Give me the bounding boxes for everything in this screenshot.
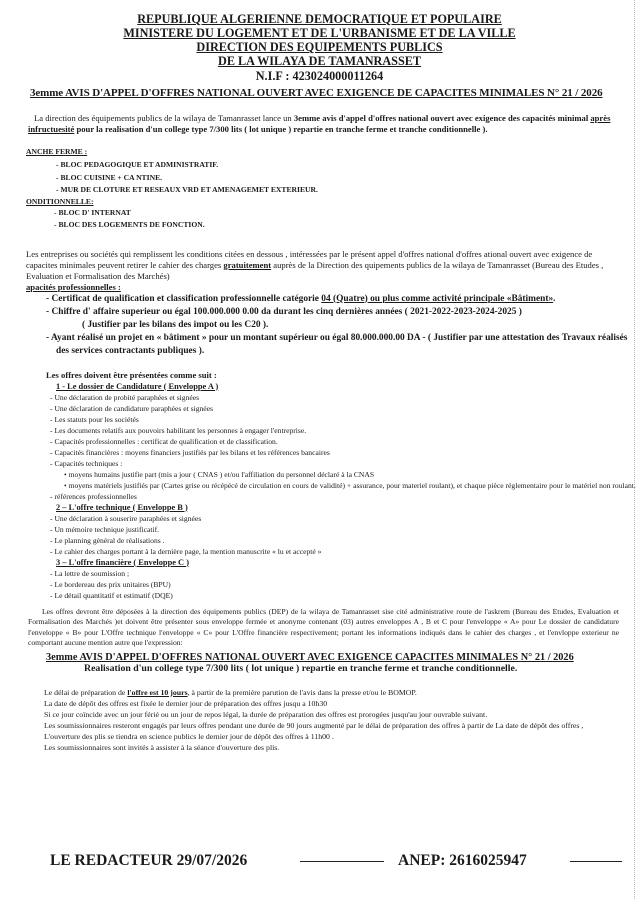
- intro-bold-1: 3emme avis d'appel d'offres national ouvert avec exigence des capacités minimal: [293, 113, 591, 123]
- envelope-a-title: 1 - Le dossier de Candidature ( Enveloppe A ): [56, 381, 219, 391]
- list-item: - BLOC PEDAGOGIQUE ET ADMINISTRATIF.: [56, 159, 639, 172]
- list-item: - BLOC CUISINE + CA NTINE.: [56, 172, 639, 185]
- entreprises-paragraph: [26, 249, 621, 282]
- list-item: - BLOC D' INTERNAT: [54, 207, 639, 219]
- intro-text-2: pour la realisation d'un college type 7/300 lits ( lot unique ) repartie en tranche ferme et tranche conditionnelle ).: [74, 124, 488, 134]
- list-item: - Le bordereau des prix unitaires (BPU): [50, 579, 639, 590]
- list-item: - La lettre de soumission ;: [50, 568, 639, 579]
- tranche-ferme-label: ANCHE FERME :: [26, 147, 88, 156]
- list-item: - Les documents relatifs aux pouvoirs habilitant les personnes à engager l'entreprise.: [50, 425, 639, 436]
- invitation: Les soumissionnaires sont invités à assister à la séance d'ouverture des plis.: [44, 742, 280, 752]
- avis-title: 3emme AVIS D'APPEL D'OFFRES NATIONAL OUVERT AVEC EXIGENCE DE CAPACITES MINIMALES N° 21 / 2026: [30, 87, 603, 99]
- list-item: - BLOC DES LOGEMENTS DE FONCTION.: [54, 219, 639, 231]
- engagement: Les soumissionnaires resteront engagés par leurs offres pendant une durée de 90 jours augmenté par le délai de préparation des offres à partir de La date de dépôt des offres , L'ouverture des plis se tiendra en science publics le dernier jour de dépôt des offres à 11h00 .: [44, 720, 584, 741]
- capacite-item: - Ayant réalisé un projet en « bâtiment » pour un montant supérieur ou égal 80.000.000.00 DA - ( Justifier par une attestation des Travaux réalisés des services contractants publiques ).: [46, 332, 639, 358]
- capacite-category: 04 (Quatre) ou plus comme activité principale «Bâtiment»: [321, 293, 554, 304]
- tranche-conditionnelle-list: [0, 207, 639, 231]
- ministry-line: MINISTERE DU LOGEMENT ET DE L'URBANISME ET DE LA VILLE: [123, 26, 516, 40]
- envelope-c-list: [0, 568, 639, 601]
- capacites-techniques-list: [0, 469, 639, 491]
- entreprises-text-2: auprès de la Direction des quipements publics de la wilaya de Tamanrasset (Bureau des Etudes , Evaluation et Formalisation des Marchés): [26, 259, 604, 281]
- bullet-item: • moyens matériels justifiés par (Cartes grise ou récépécé de circulation en cours de validité) + assurance, pour materiel roulant), et chaque pièce réglementaire pour le matériel non roulant.: [64, 480, 639, 491]
- tranche-conditionnelle-label: ONDITIONNELLE:: [26, 196, 94, 206]
- tranche-ferme-list: [0, 159, 639, 197]
- delai-text-end: , à partir de la première parution de l'avis dans la presse et/ou le BOMOP.: [187, 687, 417, 697]
- redacteur-date: LE REDACTEUR 29/07/2026: [50, 852, 248, 869]
- anep-number: ANEP: 2616025947: [398, 852, 527, 869]
- depot-paragraph: Les offres devront être déposées à la direction des équipements publics (DEP) de la wilaya de Tamanrasset sise cité administrative route de l'askrem (Bureau des Etudes, Evaluation et Formalisation des Marchés )et doivent être présenter sous enveloppe fermée et anonyme contenant (03) autres enveloppes A , B et C pour l'enveloppe « A» pour Le dossier de candidature l'enveloppe « B» pour L'Offre technique l'enveloppe « C» pour L'Offre financière respectivement; portant les informations indiqués dans le cahier des charges , et l'envloppe exterieur ne comportant aucune mention autre que l'expression:: [28, 606, 619, 647]
- capacite-item: [46, 293, 639, 306]
- direction-line: DIRECTION DES EQUIPEMENTS PUBLICS: [196, 40, 443, 54]
- envelope-c-title: 3 – L'offre financière ( Enveloppe C ): [56, 557, 189, 567]
- footer-rule: [300, 861, 384, 862]
- capacite-text: Chiffre d' affaire superieur ou égal 100.000.000 0.00 da durant les cinq dernières années ( 2021-2022-2023-2024-2025 ): [51, 306, 522, 317]
- gratuitement-text: gratuitement: [223, 259, 272, 270]
- intro-text-1: La direction des équipements publics de la wilaya de Tamanrasset lance un: [34, 113, 294, 123]
- footer-rule: [570, 861, 622, 862]
- list-item: - Une déclaration à souserire paraphées et signées: [50, 513, 639, 524]
- page-edge: [634, 0, 639, 899]
- intro-bold-underlined: après infructuesité: [28, 113, 611, 134]
- envelope-a-list-end: [0, 491, 639, 502]
- delai-text: Le délai de préparation de: [44, 687, 128, 697]
- capacites-list: [0, 293, 639, 358]
- capacites-title: apacités professionnelles :: [26, 281, 121, 292]
- capacite-text: Certificat de qualification et classification professionnelle catégorie: [51, 293, 322, 304]
- list-item: - Les statuts pour les sociétés: [50, 414, 639, 425]
- list-item: - MUR DE CLOTURE ET RESEAUX VRD ET AMENAGEMET EXTERIEUR.: [56, 184, 639, 197]
- capacite-justification: ( Justifier par les bilans des impot ou les C20 ).: [82, 319, 269, 330]
- delais-section: [44, 687, 619, 753]
- list-item: - Capacités professionnelles : certificat de qualification et de classification.: [50, 436, 639, 447]
- bullet-item: • moyens humains justifie part (mis a jour ( CNAS ) et/ou l'affiliation du personnel déclaré à la CNAS: [64, 469, 639, 480]
- entreprises-text-1: Les entreprises ou sociétés qui remplissent les conditions citées en dessous , intéressées par le présent appel d'offres national d'offres ational ouvert avec exigence de capacites minimales peuvent retirer le cahier des charges: [26, 248, 593, 270]
- envelope-b-title: 2 – L'offre technique ( Enveloppe B ): [56, 502, 188, 512]
- letterhead: [0, 12, 639, 83]
- avis-title-repeat: 3emme AVIS D'APPEL D'OFFRES NATIONAL OUVERT AVEC EXIGENCE CAPACITES MINIMALES N° 21 / 2026: [46, 651, 574, 663]
- nif-line: N.I.F : 423024000011264: [255, 69, 384, 83]
- wilaya-line: DE LA WILAYA DE TAMANRASSET: [218, 54, 421, 68]
- jour-ferie: Si ce jour coïncide avec un jour férié ou un jour de repos légal, la durée de préparation des offres est prorogées jusqu'au jour ouvrable suivant.: [44, 709, 488, 719]
- list-item: - Le détail quantitatif et estimatif (DQE): [50, 590, 639, 601]
- realisation-line: Realisation d'un college type 7/300 lits ( lot unique ) repartie en tranche ferme et tranche conditionnelle.: [84, 662, 518, 674]
- list-item: - Capacités techniques :: [50, 458, 639, 469]
- delai-days: l'offre est 10 jours: [127, 687, 188, 697]
- list-item: - Le planning général de réalisations .: [50, 535, 639, 546]
- footer: [0, 852, 639, 872]
- date-depot: La date de dépôt des offres est fixée le dernier jour de préparation des offres jusqu a 10h30: [44, 698, 328, 708]
- list-item: - Capacités financières : moyens financiers justifiés par les bilans et les références bancaires: [50, 447, 639, 458]
- envelope-a-list: [0, 392, 639, 469]
- list-item: - Le cahier des charges portant à la dernière page, la mention manuscrite « lu et accepté »: [50, 546, 639, 557]
- offres-intro: Les offres doivent être présentées comme suit :: [46, 369, 217, 380]
- list-item: - Un mémoire technique justificatif.: [50, 524, 639, 535]
- envelope-b-list: [0, 513, 639, 557]
- republic-line: REPUBLIQUE ALGERIENNE DEMOCRATIQUE ET POPULAIRE: [137, 12, 502, 26]
- list-item: - références professionnelles: [50, 491, 639, 502]
- intro-paragraph: [28, 113, 619, 135]
- capacite-end: .: [553, 293, 556, 304]
- capacite-item: [46, 306, 639, 332]
- list-item: - Une déclaration de candidature paraphées et signées: [50, 403, 639, 414]
- list-item: - Une déclaration de probité paraphées et signées: [50, 392, 639, 403]
- delai-preparation: [44, 687, 619, 698]
